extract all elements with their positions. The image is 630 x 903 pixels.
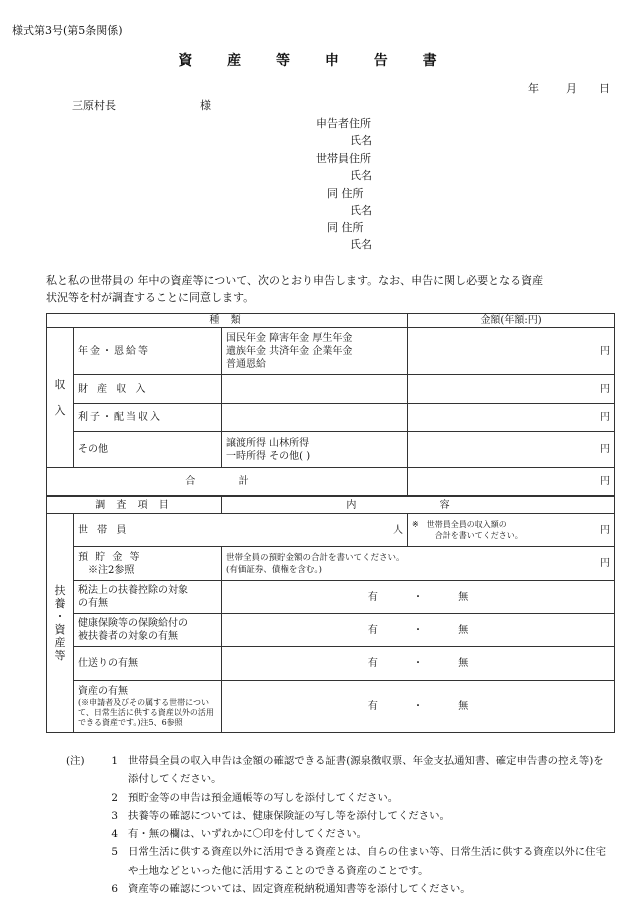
yen-unit: 円 bbox=[600, 345, 611, 357]
member3-address-label: 同 住所 bbox=[327, 221, 364, 234]
savings-sublabel: ※注2参照 bbox=[88, 564, 135, 576]
income-total-label: 合 計 bbox=[47, 468, 408, 496]
note-number: 4 bbox=[111, 828, 118, 841]
note-item bbox=[66, 752, 614, 789]
household-label: 世 帯 員 bbox=[78, 524, 130, 536]
note-mark: ※ bbox=[412, 520, 419, 529]
member2-name-label: 氏名 bbox=[350, 204, 372, 217]
separator-dot: ・ bbox=[413, 624, 424, 636]
note-text: 預貯金等の申告は預金通帳等の写しを添付してください。 bbox=[128, 791, 399, 804]
no-option[interactable]: 無 bbox=[458, 591, 469, 603]
addressee: 三原村長 bbox=[72, 99, 116, 112]
savings-label-cell bbox=[74, 547, 222, 581]
tax-dependent-label-line: の有無 bbox=[78, 598, 108, 609]
assets-label: 資産の有無 bbox=[78, 686, 128, 697]
form-number: 様式第3号(第5条関係) bbox=[12, 24, 123, 37]
income-header-type: 種 類 bbox=[47, 314, 408, 328]
other-income-line: 一時所得 その他( ) bbox=[226, 450, 311, 462]
savings-note-line: 世帯全員の預貯金額の合計を書いてください。 bbox=[226, 552, 405, 563]
insurance-dependent-choice[interactable] bbox=[222, 614, 615, 647]
other-income-amount-cell[interactable] bbox=[408, 432, 615, 468]
tax-dependent-label bbox=[74, 581, 222, 614]
applicant-name-label: 氏名 bbox=[350, 134, 372, 147]
member2-address-label: 同 住所 bbox=[327, 187, 364, 200]
note-item bbox=[66, 825, 614, 843]
yen-unit: 円 bbox=[600, 383, 611, 395]
income-row-details bbox=[222, 404, 408, 432]
note-item bbox=[66, 843, 614, 880]
remittance-choice[interactable] bbox=[222, 647, 615, 681]
note-number: 1 bbox=[111, 755, 118, 767]
income-header-amount: 金額(年額:円) bbox=[408, 314, 615, 328]
other-income-line: 譲渡所得 山林所得 bbox=[226, 437, 310, 449]
property-income-amount-cell[interactable] bbox=[408, 375, 615, 404]
survey-group-char: 養 bbox=[54, 597, 66, 610]
note-number: 5 bbox=[111, 846, 118, 859]
note-text: 世帯員全員の収入申告は金額の確認できる証書(源泉徴収票、年金支払通知書、確定申告書の控え等)を添付してください。 bbox=[128, 755, 604, 786]
income-total-amount-cell[interactable] bbox=[408, 468, 615, 496]
assets-note-line: て、日常生活に供する資産以外の活用 bbox=[78, 708, 214, 717]
no-option[interactable]: 無 bbox=[458, 624, 469, 636]
note-text: 日常生活に供する資産以外に活用できる資産とは、自らの住まい等、日常生活に供する資産以外に住宅や土地などといった他に活用することのできる資産のことです。 bbox=[128, 846, 606, 877]
yen-unit: 円 bbox=[600, 558, 611, 569]
declaration-line-1: 私と私の世帯員の 年中の資産等について、次のとおり申告します。なお、申告に関し必要となる資産 bbox=[46, 274, 544, 287]
income-group-char-2: 入 bbox=[54, 404, 66, 417]
household-unit: 人 bbox=[393, 524, 404, 536]
declaration-line-2: 状況等を村が調査することに同意します。 bbox=[46, 291, 255, 304]
pension-types-line: 国民年金 障害年金 厚生年金 bbox=[226, 332, 353, 344]
household-note-line: 世帯員全員の収入額の bbox=[426, 520, 507, 529]
savings-note-line: (有価証券、債権を含む。) bbox=[226, 564, 322, 575]
survey-group-char: ・ bbox=[54, 610, 66, 623]
yen-unit: 円 bbox=[600, 476, 611, 487]
income-row-label: 年金・恩給等 bbox=[74, 328, 222, 375]
honorific: 様 bbox=[200, 99, 211, 112]
member-address-label: 世帯員住所 bbox=[316, 152, 371, 165]
survey-group-char: 等 bbox=[54, 649, 66, 662]
household-count-cell[interactable] bbox=[74, 514, 408, 547]
document-title: 資 産 等 申 告 書 bbox=[178, 53, 452, 69]
tax-dependent-label-line: 税法上の扶養控除の対象 bbox=[78, 585, 188, 596]
separator-dot: ・ bbox=[413, 658, 424, 669]
assets-note-line: できる資産です。)注5、6参照 bbox=[78, 718, 183, 727]
assets-choice[interactable] bbox=[222, 681, 615, 733]
insurance-dependent-label-line: 被扶養者の対象の有無 bbox=[78, 631, 178, 642]
income-row-label: 利子・配当収入 bbox=[74, 404, 222, 432]
survey-group-char: 産 bbox=[54, 636, 66, 649]
survey-group-char: 扶 bbox=[54, 584, 66, 597]
pension-types bbox=[222, 328, 408, 375]
pension-types-line: 普通恩給 bbox=[226, 358, 266, 370]
insurance-dependent-label bbox=[74, 614, 222, 647]
other-income-types bbox=[222, 432, 408, 468]
remittance-label: 仕送りの有無 bbox=[74, 647, 222, 681]
survey-header-content: 内 容 bbox=[222, 497, 615, 514]
note-number: 2 bbox=[111, 791, 118, 804]
note-item bbox=[66, 807, 614, 825]
notes-label: (注) bbox=[66, 755, 85, 767]
savings-label: 預 貯 金 等 bbox=[78, 551, 142, 563]
note-item bbox=[66, 880, 614, 898]
household-note-line: 合計を書いてください。 bbox=[434, 531, 523, 540]
yes-option[interactable]: 有 bbox=[367, 701, 378, 712]
insurance-dependent-label-line: 健康保険等の保険給付の bbox=[78, 618, 188, 629]
yes-option[interactable]: 有 bbox=[367, 624, 378, 636]
savings-amount-cell[interactable] bbox=[222, 547, 615, 581]
income-group-char-1: 収 bbox=[54, 378, 66, 391]
household-income-cell[interactable] bbox=[408, 514, 615, 547]
member-name-label: 氏名 bbox=[350, 169, 372, 182]
note-number: 6 bbox=[111, 883, 118, 896]
notes-section bbox=[66, 752, 614, 898]
separator-dot: ・ bbox=[413, 591, 424, 603]
interest-dividend-amount-cell[interactable] bbox=[408, 404, 615, 432]
note-text: 資産等の確認については、固定資産税納税通知書等を添付してください。 bbox=[128, 883, 471, 896]
note-item bbox=[66, 789, 614, 807]
assets-note-line: (※申請者及びその属する世帯につい bbox=[78, 698, 209, 707]
note-number: 3 bbox=[111, 809, 118, 822]
yes-option[interactable]: 有 bbox=[367, 591, 378, 603]
income-row-label: その他 bbox=[74, 432, 222, 468]
pension-types-line: 遺族年金 共済年金 企業年金 bbox=[226, 345, 353, 357]
survey-group-label bbox=[47, 514, 74, 733]
date-year-label: 年 bbox=[528, 82, 539, 95]
yen-unit: 円 bbox=[600, 524, 611, 536]
income-row-details bbox=[222, 375, 408, 404]
yen-unit: 円 bbox=[600, 412, 611, 423]
yen-unit: 円 bbox=[600, 444, 611, 455]
survey-group-char: 資 bbox=[54, 623, 66, 636]
tax-dependent-choice[interactable] bbox=[222, 581, 615, 614]
note-text: 有・無の欄は、いずれかに〇印を付してください。 bbox=[128, 828, 367, 841]
income-table bbox=[46, 313, 615, 496]
survey-table bbox=[46, 496, 615, 733]
note-text: 扶養等の確認については、健康保険証の写し等を添付してください。 bbox=[128, 809, 450, 822]
member3-name-label: 氏名 bbox=[350, 238, 372, 251]
pension-amount-cell[interactable] bbox=[408, 328, 615, 375]
separator-dot: ・ bbox=[413, 701, 424, 712]
assets-label-cell bbox=[74, 681, 222, 733]
date-month-label: 月 bbox=[566, 82, 577, 95]
declaration-text bbox=[46, 272, 621, 306]
income-group-label bbox=[47, 328, 74, 468]
income-row-label: 財 産 収 入 bbox=[74, 375, 222, 404]
no-option[interactable]: 無 bbox=[458, 658, 469, 669]
yes-option[interactable]: 有 bbox=[367, 658, 378, 669]
no-option[interactable]: 無 bbox=[458, 701, 469, 712]
applicant-address-label: 申告者住所 bbox=[316, 117, 371, 130]
survey-header-item: 調 査 項 目 bbox=[47, 497, 222, 514]
date-day-label: 日 bbox=[599, 82, 610, 95]
